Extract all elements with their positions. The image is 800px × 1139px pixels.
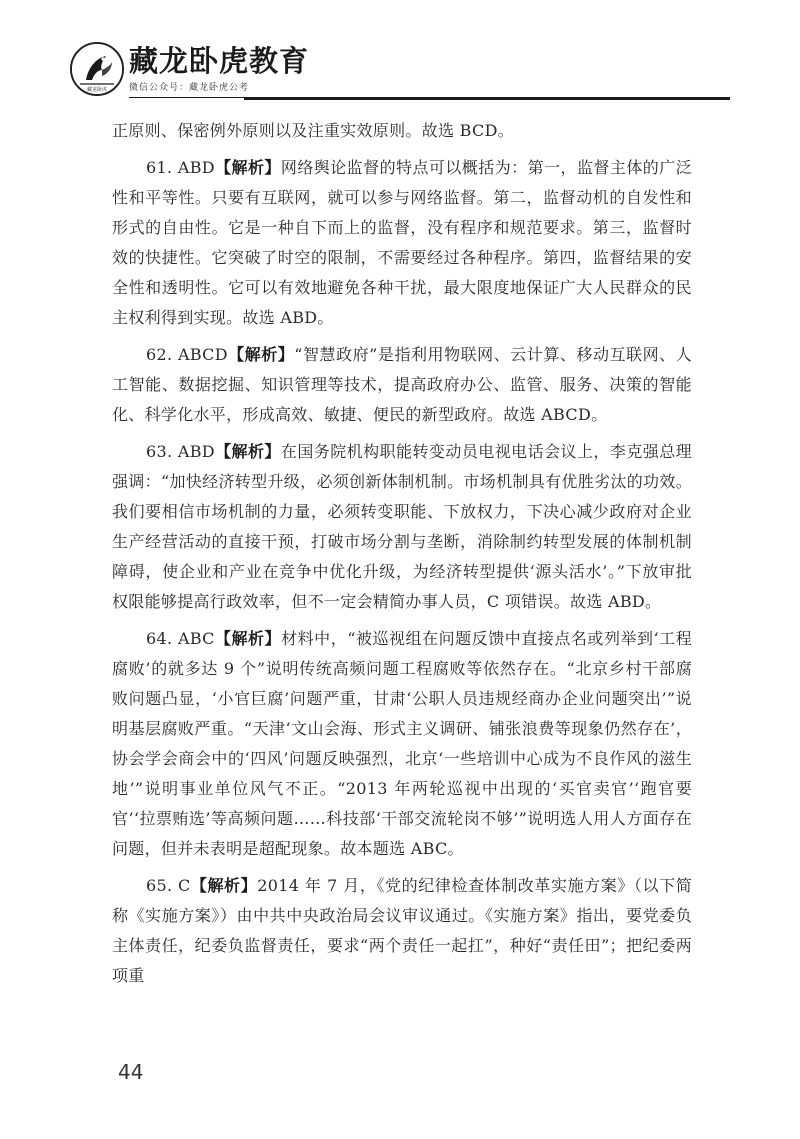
header-rule bbox=[244, 97, 730, 100]
analysis-tag: 【解析】 bbox=[214, 158, 281, 177]
answer-lead: 62. ABCD bbox=[146, 345, 228, 364]
paragraph-text: 材料中，“被巡视组在问题反馈中直接点名或列举到‘工程腐败’的就多达 9 个”说明传统高频问题工程腐败等依然存在。“北京乡村干部腐败问题凸显，‘小官巨腐’问题严重，甘肃‘公职人员违规经商办企业问题突出’”说明基层腐败严重。“天津‘文山会海、形式主义调研、铺张浪费等现象仍然存在’，协会学会商会中的‘四风’问题反映强烈，北京‘一些培训中心成为不良作风的滋生地’”说明事业单位风气不正。“2013 年两轮巡视中出现的‘买官卖官’‘跑官要官’‘拉票贿选’等高频问题……科技部‘干部交流轮岗不够’”说明选人用人方面存在问题，但并未表明是超配现象。故本题选 ABC。 bbox=[112, 629, 692, 858]
paragraph-q64 bbox=[112, 624, 692, 864]
header-rule-thin bbox=[129, 97, 244, 98]
paragraph-q62 bbox=[112, 340, 692, 430]
answer-lead: 61. ABD bbox=[146, 158, 215, 177]
paragraph-text: 在国务院机构职能转变动员电视电话会议上，李克强总理强调：“加快经济转型升级，必须创新体制机制。市场机制具有优胜劣汰的功效。我们要相信市场机制的力量，必须转变职能、下放权力，下决心减少政府对企业生产经营活动的直接干预，打破市场分割与垄断，消除制约转型发展的体制机制障碍，使企业和产业在竞争中优化升级，为经济转型提供‘源头活水’。”下放审批权限能够提高行政效率，但不一定会精简办事人员，C 项错误。故选 ABD。 bbox=[112, 442, 692, 611]
page-number: 44 bbox=[118, 1060, 144, 1084]
brand-subtitle: 微信公众号：藏龙卧虎公考 bbox=[129, 83, 250, 93]
answer-lead: 65. C bbox=[146, 876, 191, 895]
bird-emblem-icon bbox=[72, 44, 122, 94]
analysis-tag: 【解析】 bbox=[227, 345, 295, 364]
paragraph-text: “智慧政府”是指利用物联网、云计算、移动互联网、人工智能、数据挖掘、知识管理等技术，提高政府办公、监管、服务、决策的智能化、科学化水平，形成高效、敏捷、便民的新型政府。故选 ABCD。 bbox=[112, 345, 692, 424]
logo-emblem bbox=[70, 42, 124, 96]
answer-lead: 64. ABC bbox=[146, 629, 215, 648]
paragraph-continuation bbox=[112, 116, 692, 146]
paragraph-q61 bbox=[112, 153, 692, 333]
brand-title: 藏龙卧虎教育 bbox=[129, 44, 310, 78]
paragraph-q63 bbox=[112, 437, 692, 617]
paragraph-q65 bbox=[112, 871, 692, 991]
page-header bbox=[0, 0, 800, 105]
paragraph-text: 网络舆论监督的特点可以概括为：第一，监督主体的广泛性和平等性。只要有互联网，就可以参与网络监督。第二，监督动机的自发性和形式的自由性。它是一种自下而上的监督，没有程序和规范要求。第三，监督时效的快捷性。它突破了时空的限制，不需要经过各种程序。第四，监督结果的安全性和透明性。它可以有效地避免各种干扰，最大限度地保证广大人民群众的民主权利得到实现。故选 ABD。 bbox=[112, 158, 692, 327]
document-body bbox=[112, 116, 692, 998]
analysis-tag: 【解析】 bbox=[190, 876, 258, 895]
analysis-tag: 【解析】 bbox=[214, 442, 281, 461]
analysis-tag: 【解析】 bbox=[214, 629, 282, 648]
emblem-text: 藏龙卧虎 bbox=[86, 87, 108, 93]
paragraph-text: 2014 年 7 月，《党的纪律检查体制改革实施方案》（以下简称《实施方案》）由中共中央政治局会议审议通过。《实施方案》指出，要党委负主体责任，纪委负监督责任，要求“两个责任一起扛”，种好“责任田”；把纪委两项重 bbox=[112, 876, 693, 985]
paragraph-text: 正原则、保密例外原则以及注重实效原则。故选 BCD。 bbox=[112, 121, 515, 140]
answer-lead: 63. ABD bbox=[146, 442, 215, 461]
